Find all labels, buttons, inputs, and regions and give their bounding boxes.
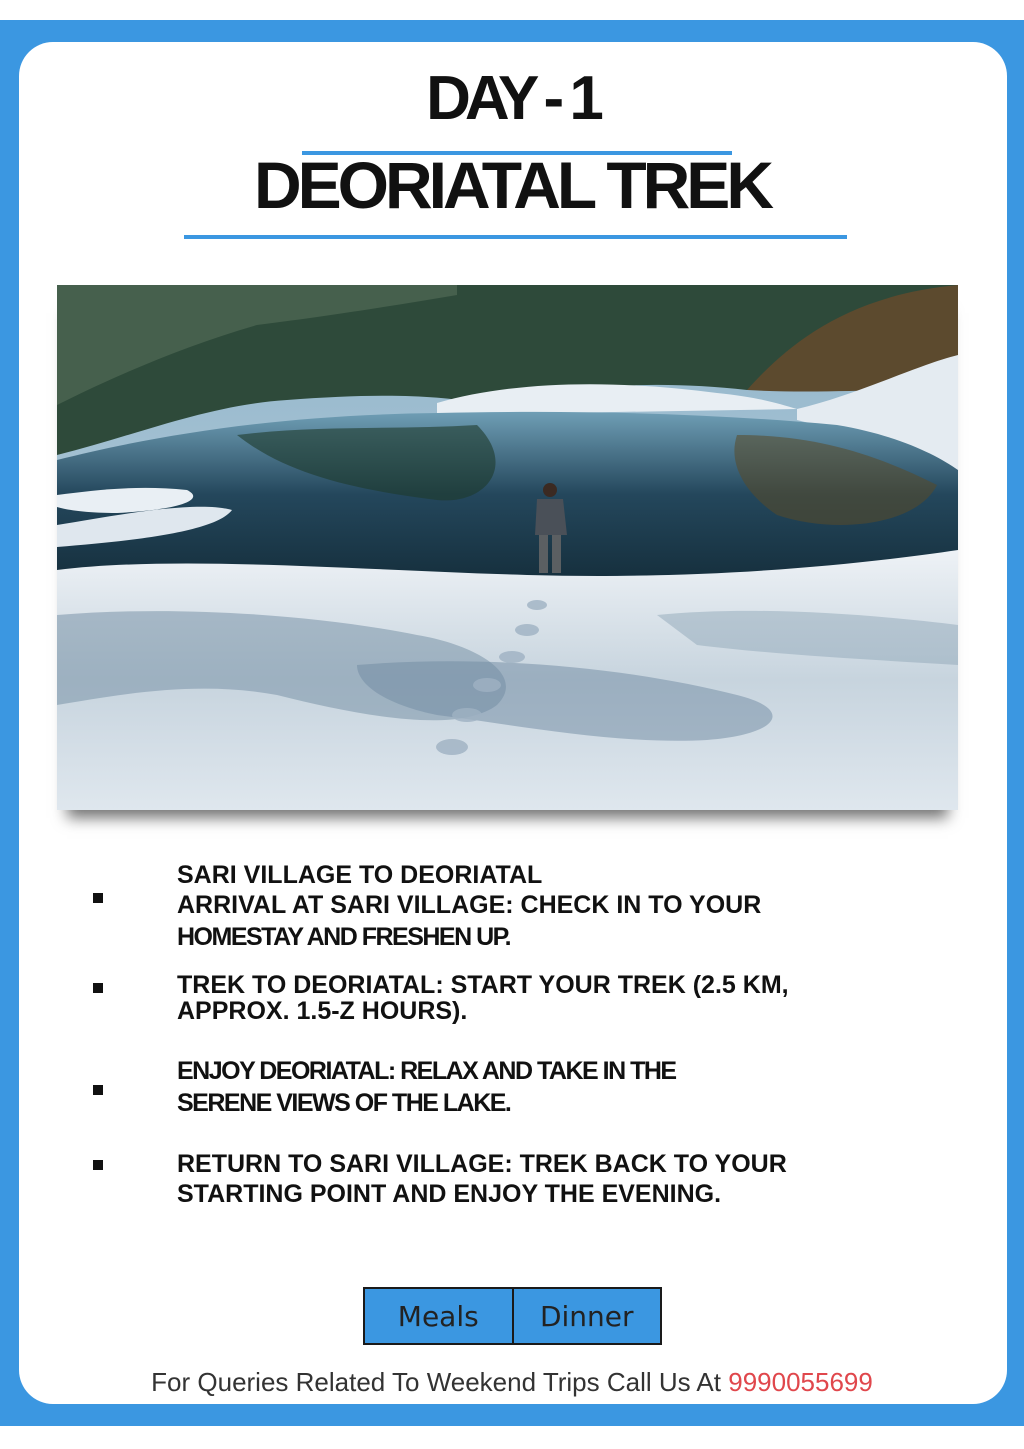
page-title: DEORIATAL TREK: [254, 148, 770, 222]
phone-number[interactable]: 9990055699: [728, 1367, 873, 1397]
itinerary-line: TREK TO DEORIATAL: START YOUR TREK (2.5 KM,: [177, 971, 789, 999]
meals-box: [363, 1287, 662, 1345]
itinerary-line: ENJOY DEORIATAL: RELAX AND TAKE IN THE: [177, 1057, 676, 1085]
itinerary-item-4: [177, 1149, 917, 1209]
itinerary-line: SARI VILLAGE TO DEORIATAL: [177, 861, 543, 889]
bullet-1: [93, 893, 103, 903]
itinerary-line: STARTING POINT AND ENJOY THE EVENING.: [177, 1180, 722, 1208]
footer-text: For Queries Related To Weekend Trips Call Us At: [151, 1367, 721, 1397]
bullet-4: [93, 1160, 103, 1170]
itinerary-line: RETURN TO SARI VILLAGE: TREK BACK TO YOUR: [177, 1150, 787, 1178]
day-heading: DAY - 1: [426, 64, 598, 133]
meals-label: Meals: [397, 1299, 479, 1333]
bullet-2: [93, 983, 103, 993]
title-underline: [184, 235, 847, 239]
itinerary-line: SERENE VIEWS OF THE LAKE.: [177, 1089, 511, 1117]
meals-value: Dinner: [512, 1289, 661, 1343]
bullet-3: [93, 1085, 103, 1095]
lake-scene-image: [57, 285, 958, 810]
footer-contact: [0, 1367, 1024, 1398]
itinerary-line: APPROX. 1.5-Z HOURS).: [177, 997, 468, 1025]
itinerary-line: ARRIVAL AT SARI VILLAGE: CHECK IN TO YOUR: [177, 891, 762, 919]
itinerary-item-3: [177, 1056, 917, 1118]
itinerary-item-2: [177, 971, 917, 1023]
itinerary-line: HOMESTAY AND FRESHEN UP.: [177, 923, 511, 951]
itinerary-item-1: [177, 860, 917, 952]
